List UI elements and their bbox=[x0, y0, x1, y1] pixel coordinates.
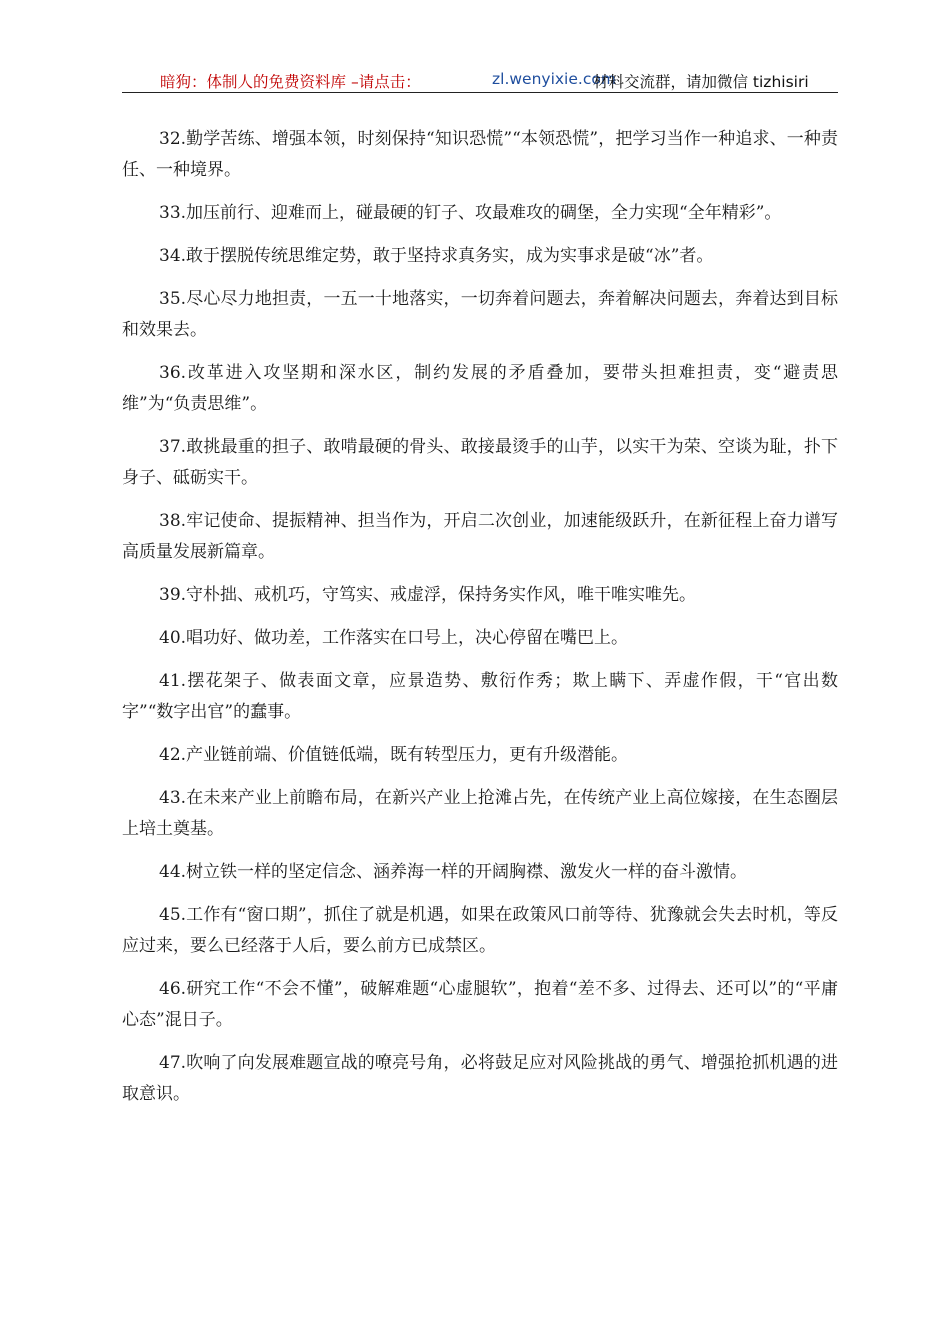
paragraph-41: 41.摆花架子、做表面文章，应景造势、敷衍作秀；欺上瞒下、弄虚作假，干“官出数字”“数字出官”的蠢事。 bbox=[122, 671, 838, 722]
paragraph-40: 40.唱功好、做功差，工作落实在口号上，决心停留在嘴巴上。 bbox=[159, 628, 629, 648]
header-click-label: –请点击： bbox=[346, 73, 421, 91]
paragraph-32: 32.勤学苦练、增强本领，时刻保持“知识恐慌”“本领恐慌”，把学习当作一种追求、一种责任、一种境界。 bbox=[122, 129, 838, 180]
paragraph-45: 45.工作有“窗口期”，抓住了就是机遇，如果在政策风口前等待、犹豫就会失去时机，等反应过来，要么已经落于人后，要么前方已成禁区。 bbox=[122, 905, 838, 956]
header-link[interactable]: zl.wenyixie.com bbox=[492, 70, 616, 88]
paragraph-35: 35.尽心尽力地担责，一五一十地落实，一切奔着问题去，奔着解决问题去，奔着达到目标和效果去。 bbox=[122, 289, 838, 340]
paragraph-44: 44.树立铁一样的坚定信念、涵养海一样的开阔胸襟、激发火一样的奋斗激情。 bbox=[159, 862, 748, 882]
paragraph-38: 38.牢记使命、提振精神、担当作为，开启二次创业，加速能级跃升，在新征程上奋力谱写高质量发展新篇章。 bbox=[122, 511, 838, 562]
paragraph-37: 37.敢挑最重的担子、敢啃最硬的骨头、敢接最烫手的山芋，以实干为荣、空谈为耻，扑下身子、砥砺实干。 bbox=[122, 437, 838, 488]
document-body bbox=[122, 124, 838, 1122]
page-header bbox=[122, 66, 838, 93]
paragraph-42: 42.产业链前端、价值链低端，既有转型压力，更有升级潜能。 bbox=[159, 745, 629, 765]
header-right-text: 材料交流群，请加微信 tizhisiri bbox=[593, 73, 809, 91]
header-left-text bbox=[160, 70, 421, 92]
paragraph-36: 36.改革进入攻坚期和深水区，制约发展的矛盾叠加，要带头担难担责，变“避责思维”为“负责思维”。 bbox=[122, 363, 838, 414]
paragraph-47: 47.吹响了向发展难题宣战的嘹亮号角，必将鼓足应对风险挑战的勇气、增强抢抓机遇的进取意识。 bbox=[122, 1053, 838, 1104]
paragraph-46: 46.研究工作“不会不懂”，破解难题“心虚腿软”，抱着“差不多、过得去、还可以”的“平庸心态”混日子。 bbox=[122, 979, 838, 1030]
header-site-name: 暗狗：体制人的免费资料库 bbox=[160, 73, 347, 91]
paragraph-43: 43.在未来产业上前瞻布局，在新兴产业上抢滩占先，在传统产业上高位嫁接，在生态圈层上培土奠基。 bbox=[122, 788, 838, 839]
paragraph-34: 34.敢于摆脱传统思维定势，敢于坚持求真务实，成为实事求是破“冰”者。 bbox=[159, 246, 714, 266]
paragraph-33: 33.加压前行、迎难而上，碰最硬的钉子、攻最难攻的碉堡，全力实现“全年精彩”。 bbox=[159, 203, 782, 223]
paragraph-39: 39.守朴拙、戒机巧，守笃实、戒虚浮，保持务实作风，唯干唯实唯先。 bbox=[159, 585, 697, 605]
